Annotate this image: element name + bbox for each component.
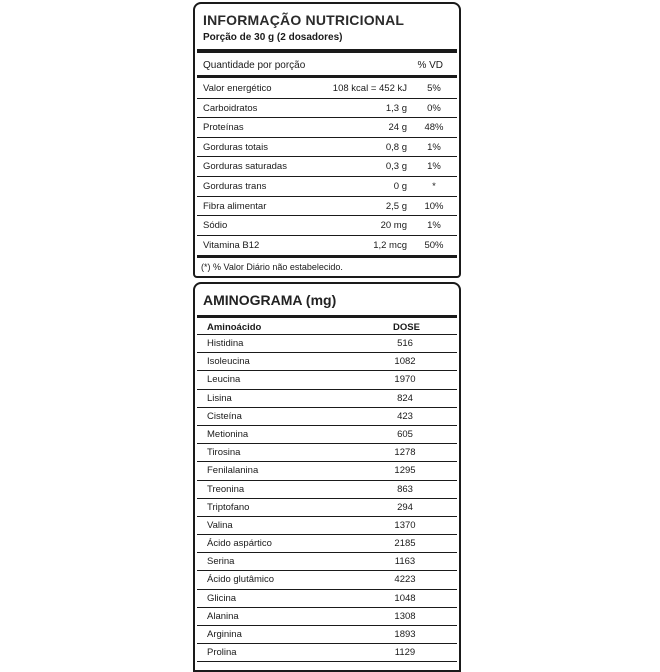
aminoacid-dose: 824 xyxy=(397,392,413,404)
nutrient-dv: 10% xyxy=(424,200,444,212)
aminoacid-dose: 1893 xyxy=(394,629,416,640)
header-dose-label: DOSE xyxy=(393,322,420,333)
nutrition-facts-panel xyxy=(193,2,461,278)
nutrient-name: Carboidratos xyxy=(203,102,258,114)
aminogram-panel xyxy=(193,282,461,672)
divider xyxy=(197,255,457,258)
table-row xyxy=(197,444,457,462)
nutrient-amount: 2,5 g xyxy=(385,200,407,212)
table-row xyxy=(197,390,457,408)
nutrient-dv: 0% xyxy=(427,102,441,114)
table-row xyxy=(197,371,457,389)
table-row xyxy=(197,553,457,571)
table-row xyxy=(197,462,457,480)
aminogram-title: AMINOGRAMA (mg) xyxy=(203,292,337,308)
nutrient-dv: 50% xyxy=(424,239,444,251)
aminoacid-name: Triptofano xyxy=(207,501,250,513)
nutrition-footnote: (*) % Valor Diário não estabelecido. xyxy=(201,262,343,272)
table-row xyxy=(197,216,457,236)
aminoacid-dose: 863 xyxy=(397,483,413,495)
table-row xyxy=(197,157,457,177)
table-row xyxy=(197,481,457,499)
aminoacid-dose: 1129 xyxy=(394,647,416,659)
nutrition-rows xyxy=(197,79,457,254)
nutrient-name: Gorduras totais xyxy=(203,141,268,153)
header-dv-label: % VD xyxy=(417,60,443,71)
table-row xyxy=(197,608,457,626)
table-row xyxy=(197,535,457,553)
aminoacid-name: Serina xyxy=(207,556,235,568)
nutrient-name: Valor energético xyxy=(203,83,272,94)
table-row xyxy=(197,626,457,644)
aminoacid-name: Isoleucina xyxy=(207,356,250,368)
nutrient-amount: 20 mg xyxy=(380,220,407,232)
table-row xyxy=(197,517,457,535)
nutrient-amount: 0,3 g xyxy=(385,161,407,173)
aminoacid-name: Ácido aspártico xyxy=(207,538,272,550)
aminoacid-name: Ácido glutâmico xyxy=(207,574,275,586)
aminogram-rows xyxy=(197,335,457,662)
table-row xyxy=(197,408,457,426)
aminoacid-dose: 1278 xyxy=(394,447,416,459)
nutrient-amount: 0 g xyxy=(393,180,407,192)
aminoacid-dose: 1048 xyxy=(394,592,416,604)
nutrition-header-row xyxy=(197,55,457,78)
aminoacid-name: Cisteína xyxy=(207,410,242,422)
nutrient-dv: * xyxy=(432,180,436,192)
table-row xyxy=(197,335,457,353)
aminoacid-dose: 294 xyxy=(397,501,413,513)
aminoacid-dose: 4223 xyxy=(394,574,416,586)
table-row xyxy=(197,118,457,138)
serving-size: Porção de 30 g (2 dosadores) xyxy=(203,32,343,43)
aminoacid-name: Histidina xyxy=(207,338,244,349)
aminoacid-dose: 605 xyxy=(397,428,413,440)
nutrition-title: INFORMAÇÃO NUTRICIONAL xyxy=(203,12,405,28)
table-row xyxy=(197,99,457,119)
nutrient-name: Sódio xyxy=(203,220,228,232)
aminoacid-dose: 1970 xyxy=(394,374,416,386)
nutrient-dv: 1% xyxy=(427,161,441,173)
nutrient-amount: 1,2 mcg xyxy=(373,239,407,251)
nutrient-amount: 24 g xyxy=(388,122,407,134)
aminoacid-name: Metionina xyxy=(207,428,249,440)
aminogram-header-row xyxy=(197,320,457,335)
header-quantity-label: Quantidade por porção xyxy=(203,60,306,71)
aminoacid-name: Lisina xyxy=(207,392,232,404)
nutrient-dv: 5% xyxy=(427,83,441,94)
aminoacid-name: Glicina xyxy=(207,592,237,604)
aminoacid-name: Arginina xyxy=(207,629,242,640)
nutrient-dv: 48% xyxy=(424,122,444,134)
nutrient-name: Gorduras trans xyxy=(203,180,267,192)
nutrient-amount: 108 kcal = 452 kJ xyxy=(332,83,407,94)
aminoacid-name: Leucina xyxy=(207,374,241,386)
aminoacid-name: Tirosina xyxy=(207,447,241,459)
table-row xyxy=(197,138,457,158)
aminoacid-dose: 1308 xyxy=(394,610,416,622)
table-row xyxy=(197,79,457,99)
divider xyxy=(197,49,457,53)
table-row xyxy=(197,197,457,217)
header-aminoacid-label: Aminoácido xyxy=(207,322,262,333)
aminoacid-dose: 1163 xyxy=(394,556,416,568)
nutrient-name: Fibra alimentar xyxy=(203,200,267,212)
nutrient-name: Proteínas xyxy=(203,122,244,134)
aminoacid-dose: 516 xyxy=(397,338,413,349)
table-row xyxy=(197,499,457,517)
nutrient-name: Gorduras saturadas xyxy=(203,161,287,173)
aminoacid-dose: 1370 xyxy=(394,519,416,531)
nutrient-dv: 1% xyxy=(427,141,441,153)
aminoacid-name: Prolina xyxy=(207,647,237,659)
aminoacid-dose: 2185 xyxy=(394,538,416,550)
table-row xyxy=(197,590,457,608)
aminoacid-name: Treonina xyxy=(207,483,245,495)
nutrient-amount: 0,8 g xyxy=(385,141,407,153)
table-row xyxy=(197,177,457,197)
aminoacid-dose: 1082 xyxy=(394,356,416,368)
aminoacid-dose: 1295 xyxy=(394,465,416,477)
nutrient-dv: 1% xyxy=(427,220,441,232)
table-row xyxy=(197,571,457,589)
aminoacid-name: Alanina xyxy=(207,610,239,622)
table-row xyxy=(197,426,457,444)
aminoacid-dose: 423 xyxy=(397,410,413,422)
aminoacid-name: Fenilalanina xyxy=(207,465,259,477)
table-row xyxy=(197,236,457,255)
nutrient-amount: 1,3 g xyxy=(385,102,407,114)
aminoacid-name: Valina xyxy=(207,519,233,531)
nutrient-name: Vitamina B12 xyxy=(203,239,260,251)
table-row xyxy=(197,353,457,371)
divider xyxy=(197,315,457,318)
